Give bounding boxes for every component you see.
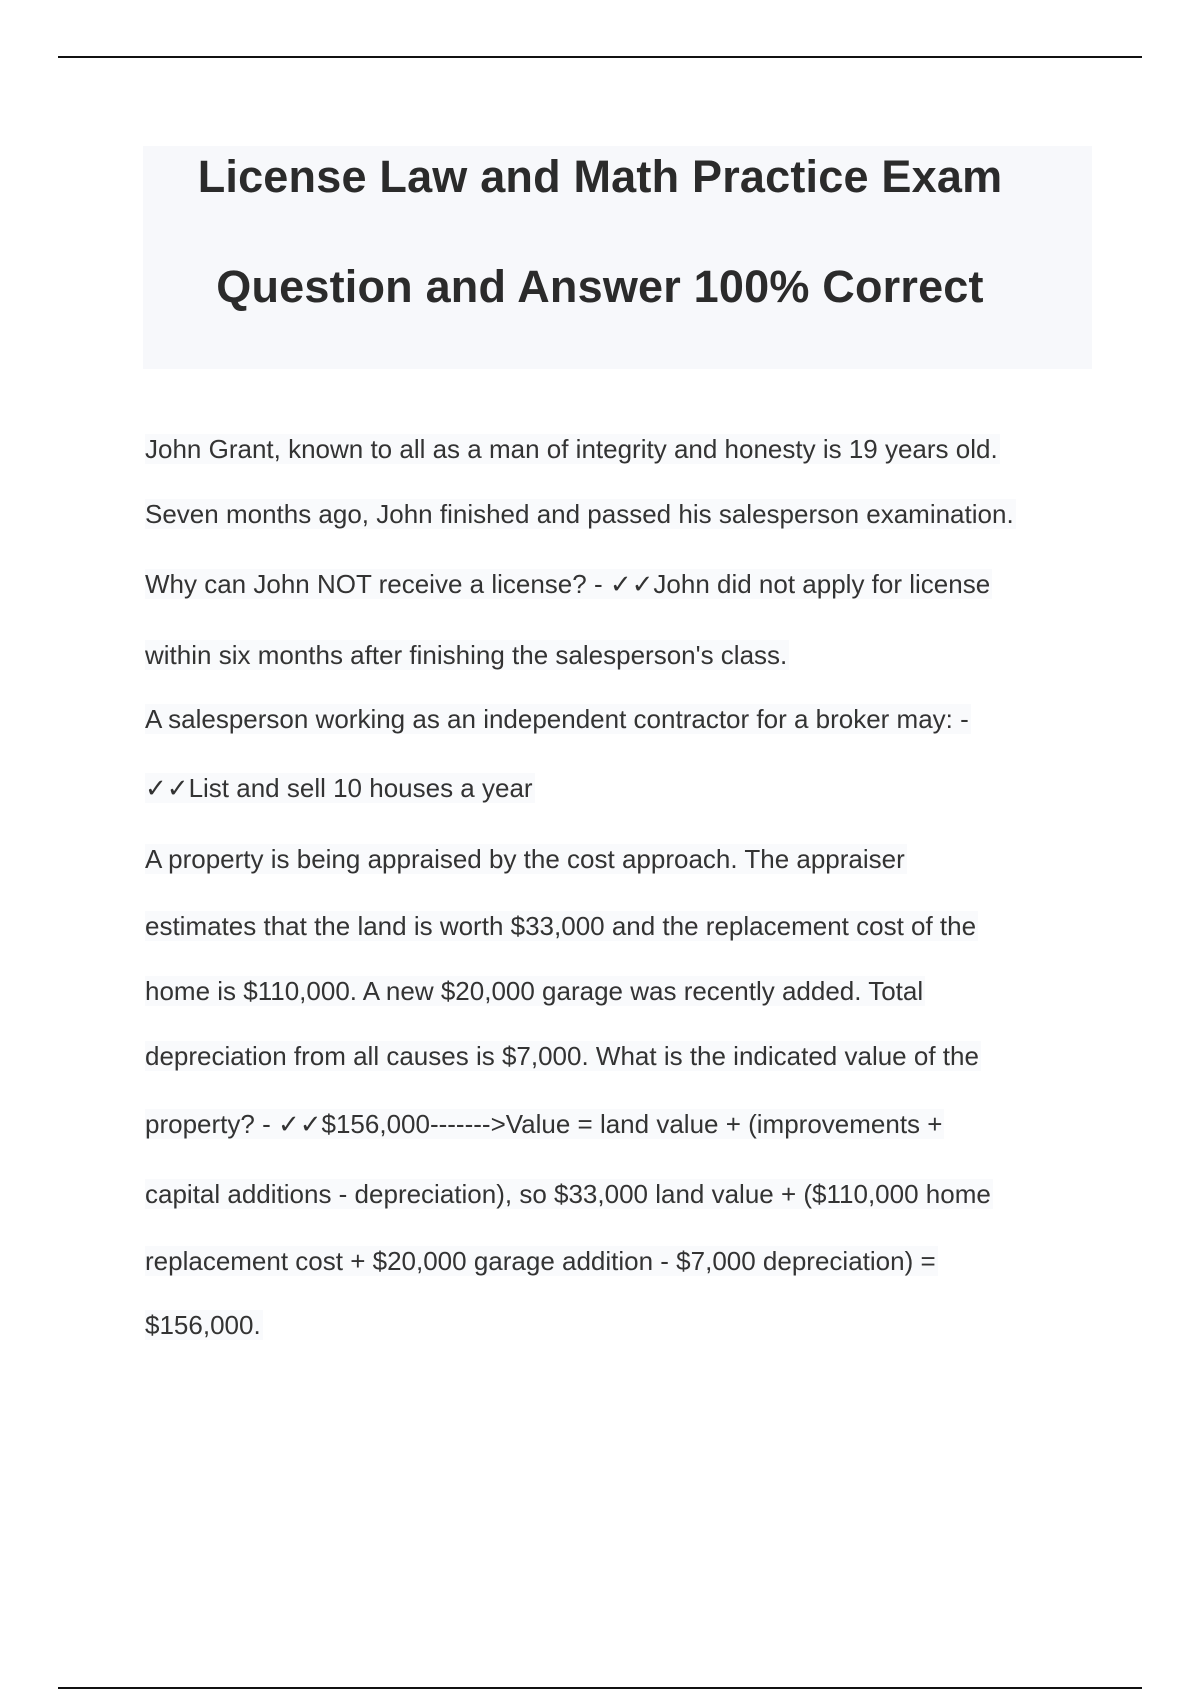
qa-text-line: home is $110,000. A new $20,000 garage was recently added. Total (145, 976, 924, 1006)
qa-text-line: John Grant, known to all as a man of integrity and honesty is 19 years old. (145, 434, 998, 464)
qa-text-line: A property is being appraised by the cost approach. The appraiser (145, 844, 905, 874)
qa-text-line: property? - ✓✓$156,000------->Value = land value + (improvements + (145, 1109, 943, 1139)
qa-text-line: capital additions - depreciation), so $33,000 land value + ($110,000 home (145, 1179, 991, 1209)
qa-text-line: replacement cost + $20,000 garage addition - $7,000 depreciation) = (145, 1246, 936, 1276)
top-divider (58, 56, 1142, 58)
qa-text-line: ✓✓List and sell 10 houses a year (145, 773, 533, 803)
qa-text-line: Why can John NOT receive a license? - ✓✓John did not apply for license (145, 569, 991, 599)
document-title-line-1: License Law and Math Practice Exam (197, 151, 1003, 202)
qa-text-line: $156,000. (145, 1310, 261, 1340)
document-title-line-2: Question and Answer 100% Correct (216, 261, 984, 312)
qa-text-line: A salesperson working as an independent contractor for a broker may: - (145, 704, 969, 734)
qa-text-line: Seven months ago, John finished and passed his salesperson examination. (145, 499, 1014, 529)
bottom-divider (58, 1687, 1142, 1689)
qa-text-line: depreciation from all causes is $7,000. What is the indicated value of the (145, 1041, 979, 1071)
qa-text-line: within six months after finishing the salesperson's class. (145, 640, 788, 670)
qa-text-line: estimates that the land is worth $33,000 and the replacement cost of the (145, 911, 977, 941)
